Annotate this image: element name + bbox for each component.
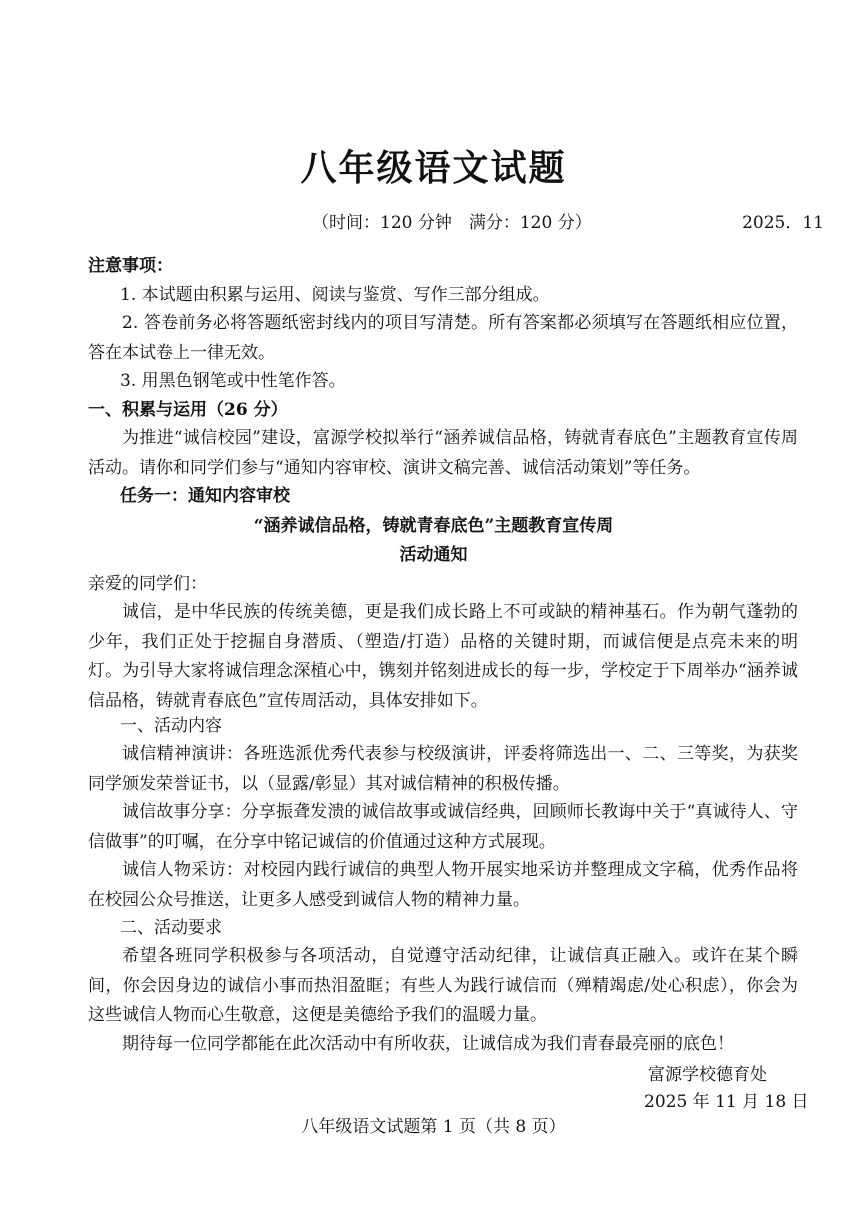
page-footer: 八年级语文试题第 1 页（共 8 页） (301, 1117, 566, 1137)
exam-meta: （时间：120 分钟 满分：120 分） (312, 213, 592, 233)
exam-date: 2025．11 (742, 213, 824, 233)
notice-para-5: 希望各班同学积极参与各项活动，自觉遵守活动纪律，让诚信真正融入。或许在某个瞬间，你会因身边的诚信小事而热泪盈眶；有些人为践行诚信而（殚精竭虑/处心积虑），你会为这些诚信人物而心生敬意，这便是美德给予我们的温暖力量。 (88, 946, 798, 1025)
greeting: 亲爱的同学们： (88, 574, 207, 594)
notice-para-3: 诚信故事分享：分享振聋发溃的诚信故事或诚信经典，回顾师长教诲中关于“真诚待人、守信做事”的叮嘱，在分享中铭记诚信的价值通过这种方式展现。 (88, 802, 798, 852)
subheading-activity-content: 一、活动内容 (120, 716, 222, 736)
notice-para-1: 诚信，是中华民族的传统美德，更是我们成长路上不可或缺的精神基石。作为朝气蓬勃的少年，我们正处于挖掘自身潜质、（塑造/打造）品格的关键时期，而诚信便是点亮未来的明灯。为引导大家将诚信理念深植心中，镌刻并铭刻进成长的每一步，学校定于下周举办“涵养诚信品格，铸就青春底色”宣传周活动，具体安排如下。 (88, 602, 798, 711)
note-3: 3. 用黑色钢笔或中性笔作答。 (120, 371, 346, 391)
subheading-activity-requirements: 二、活动要求 (120, 918, 222, 938)
notice-subtitle: 活动通知 (399, 545, 468, 565)
exam-title: 八年级语文试题 (300, 147, 567, 189)
note-2: 2. 答卷前务必将答题纸密封线内的项目写清楚。所有答案都必须填写在答题纸相应位置，答在本试卷上一律无效。 (88, 313, 798, 363)
task1-heading: 任务一：通知内容审校 (120, 486, 290, 506)
notes-heading: 注意事项： (88, 256, 173, 276)
signature-date: 2025 年 11 月 18 日 (644, 1092, 809, 1112)
notice-para-4: 诚信人物采访：对校园内践行诚信的典型人物开展实地采访并整理成文字稿，优秀作品将在校园公众号推送，让更多人感受到诚信人物的精神力量。 (88, 860, 798, 910)
notice-para-2: 诚信精神演讲：各班选派优秀代表参与校级演讲，评委将筛选出一、二、三等奖，为获奖同学颁发荣誉证书，以（显露/彰显）其对诚信精神的积极传播。 (88, 744, 798, 794)
note-1: 1. 本试题由积累与运用、阅读与鉴赏、写作三部分组成。 (120, 285, 550, 305)
notice-para-6: 期待每一位同学都能在此次活动中有所收获，让诚信成为我们青春最亮丽的底色！ (122, 1034, 734, 1054)
notice-title: “涵养诚信品格，铸就青春底色”主题教育宣传周 (253, 516, 614, 536)
section1-intro: 为推进“诚信校园”建设，富源学校拟举行“涵养诚信品格，铸就青春底色”主题教育宣传周活动。请你和同学们参与“通知内容审校、演讲文稿完善、诚信活动策划”等任务。 (88, 428, 798, 478)
signature: 富源学校德育处 (648, 1065, 767, 1085)
section1-heading: 一、积累与运用（26 分） (88, 400, 288, 420)
